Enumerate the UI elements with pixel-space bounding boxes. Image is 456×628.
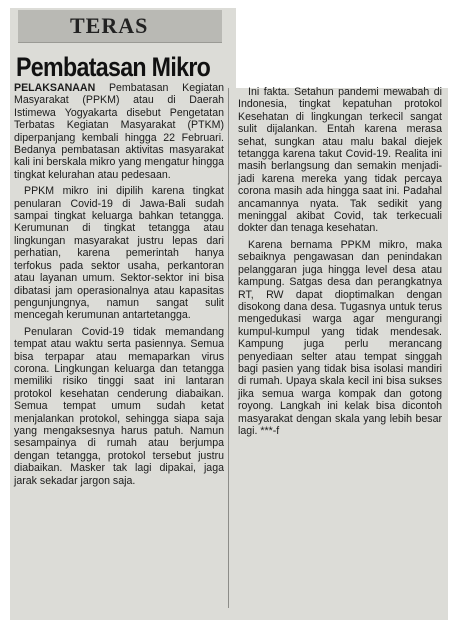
article-headline: Pembatasan Mikro xyxy=(16,52,211,82)
paragraph: Karena bernama PPKM mikro, maka sebaiknya pengawasan dan penindakan pelanggaran juga hingga level desa atau kampung. Satgas desa dan perangkatnya RT, RW dapat dioptimalkan dengan disokong dana desa. Tugasnya untuk terus mengedukasi warga agar mengurangi kumpul-kumpul yang tidak mendesak. Kampung juga perlu merancang penyediaan selter atau tempat singgah bagi pasien yang tidak bisa isolasi mandiri di rumah. Upaya skala kecil ini bisa sukses jika semua warga kompak dan gotong royong. Langkah ini kelak bisa dicontoh masyarakat dengan skala yang lebih besar lagi. ***-f xyxy=(238,238,442,437)
column-divider xyxy=(228,88,229,608)
newspaper-clipping xyxy=(10,8,448,620)
paragraph-text: Pembatasan Kegiatan Masyarakat (PPKM) atau di Daerah Istimewa Yogyakarta disebut Pengetatan Terbatas Kegiatan Masyarakat (PTKM) diperpanjang kembali hingga 22 Februari. Bedanya pembatasan aktivitas masyarakat kali ini berskala mikro yang mengatur hingga tingkat kelurahan atau pedesaan. xyxy=(14,82,224,181)
left-column xyxy=(14,82,224,491)
paragraph: Penularan Covid-19 tidak memandang tempat atau waktu serta pasiennya. Semua bisa terpapar atau memaparkan virus corona. Lingkungan keluarga dan tetangga memiliki risiko tinggi saat ini lantaran protokol kesehatan cenderung diabaikan. Semua tempat umum sudah ketat menjalankan protokol, sehingga siapa saja yang mengaksesnya harus patuh. Namun sesampainya di rumah atau berjumpa dengan tetangga, protokol tersebut justru diabaikan. Masker tak lagi dipakai, jaga jarak sekadar jargon saja. xyxy=(14,325,224,487)
torn-margin xyxy=(236,8,448,88)
section-kicker: TERAS xyxy=(70,13,149,38)
paragraph: PPKM mikro ini dipilih karena tingkat penularan Covid-19 di Jawa-Bali sudah sampai tingkat keluarga bahkan tetangga. Kerumunan di tingkat tetangga atau lingkungan masyarakat justru lepas dari perhatian, karena pemerintah hanya terfokus pada sektor usaha, perkantoran atau layanan umum. Sektor-sektor ini bisa dibatasi jam operasionalnya atau kapasitas pengunjungnya, namun sangat sulit mencegah kerumunan antartetangga. xyxy=(14,185,224,322)
section-kicker-box xyxy=(18,10,222,43)
paragraph xyxy=(14,82,224,181)
paragraph: Ini fakta. Setahun pandemi mewabah di Indonesia, tingkat kepatuhan protokol Kesehatan di lingkungan terkecil sangat sulit dijalankan. Entah karena merasa sehat, sungkan atau malu bakal diejek tetangga karena takut Covid-19. Realita ini masih berlangsung dan semakin menjadi-jadi karena mereka yang tidak percaya corona masih ada hingga saat ini. Padahal ancamannya nyata. Tak sedikit yang meninggal akibat Covid, tak terkecuali dokter dan tenaga kesehatan. xyxy=(238,86,442,235)
lead-word: PELAKSANAAN xyxy=(14,82,96,94)
right-column xyxy=(238,86,442,441)
